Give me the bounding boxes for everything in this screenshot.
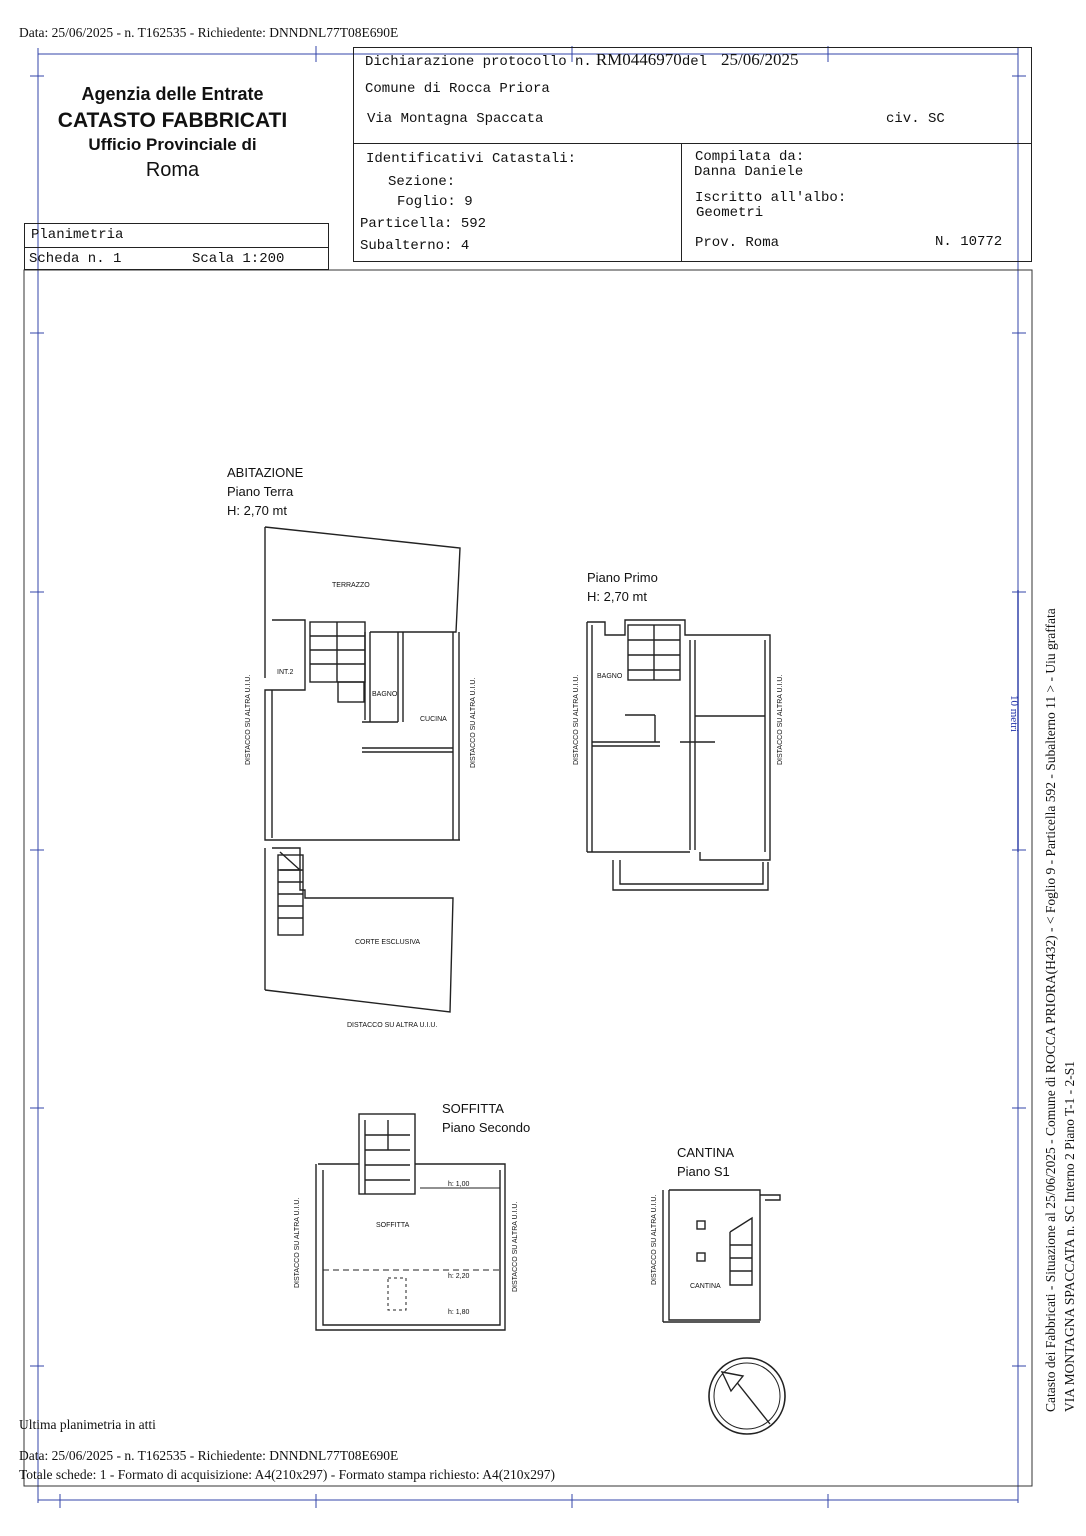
bagno-primo-label: BAGNO xyxy=(597,673,623,680)
side-caption-line1: Catasto dei Fabbricati - Situazione al 25/06/2025 - Comune di ROCCA PRIORA(H432) - < Foglio 9 - Particella 592 - Subalterno 11 > - Uiu graffata xyxy=(1043,608,1058,1412)
soffitta-title: SOFFITTA Piano Secondo xyxy=(442,1101,531,1135)
prov-label: Prov. Roma xyxy=(695,235,780,251)
subalterno-label: Subalterno: 4 xyxy=(360,238,470,254)
albo-label: Geometri xyxy=(696,205,764,221)
terrazzo-label: TERRAZZO xyxy=(332,582,370,589)
soffitta-h3: h: 1,80 xyxy=(448,1309,470,1316)
planimetria-label: Planimetria xyxy=(31,227,124,243)
distacco-primo-right: DISTACCO SU ALTRA U.I.U. xyxy=(777,674,784,765)
bagno-label: BAGNO xyxy=(372,691,398,698)
soffitta-room-label: SOFFITTA xyxy=(376,1222,410,1229)
distacco-bottom-label: DISTACCO SU ALTRA U.I.U. xyxy=(347,1022,438,1029)
abitazione-title: ABITAZIONE Piano Terra H: 2,70 mt xyxy=(227,465,304,518)
scale-marker: 10 metri xyxy=(1008,695,1020,732)
agency-name: Agenzia delle Entrate xyxy=(81,84,264,104)
identificativi-title: Identificativi Catastali: xyxy=(366,151,577,167)
side-caption-line2: VIA MONTAGNA SPACCATA n. SC Interno 2 Piano T-1 - 2-S1 xyxy=(1062,1060,1077,1412)
int2-label: INT.2 xyxy=(277,669,294,676)
catasto-title: CATASTO FABBRICATI xyxy=(57,109,288,132)
protocol-label: Dichiarazione protocollo n. xyxy=(365,54,592,70)
scheda-label: Scheda n. 1 xyxy=(29,251,122,267)
cantina-title: CANTINA Piano S1 xyxy=(677,1145,735,1179)
compilata-label: Compilata da: xyxy=(695,149,805,165)
soffitta-h1: h: 1,00 xyxy=(448,1181,470,1188)
distacco-cantina-label: DISTACCO SU ALTRA U.I.U. xyxy=(651,1194,658,1285)
side-caption xyxy=(1041,608,1079,1412)
header-note: Data: 25/06/2025 - n. T162535 - Richiedente: DNNDNL77T08E690E xyxy=(19,25,399,40)
corte-label: CORTE ESCLUSIVA xyxy=(355,939,421,946)
primo-title: Piano Primo H: 2,70 mt xyxy=(587,570,658,604)
ufficio-label: Ufficio Provinciale di xyxy=(88,135,257,154)
distacco-primo-left: DISTACCO SU ALTRA U.I.U. xyxy=(573,674,580,765)
comune-label: Comune di Rocca Priora xyxy=(365,81,550,97)
compilata-name: Danna Daniele xyxy=(694,164,804,180)
soffitta-h2: h: 2,20 xyxy=(448,1273,470,1280)
foglio-label: Foglio: 9 xyxy=(397,194,473,210)
cucina-label: CUCINA xyxy=(420,716,447,723)
ufficio-city: Roma xyxy=(145,159,200,181)
protocol-date: 25/06/2025 xyxy=(721,50,799,69)
footer-totale: Totale schede: 1 - Formato di acquisizione: A4(210x297) - Formato stampa richiesto: A4(210x297) xyxy=(19,1467,555,1482)
ultima-note: Ultima planimetria in atti xyxy=(19,1417,156,1432)
scala-label: Scala 1:200 xyxy=(192,251,285,267)
distacco-soffitta-right: DISTACCO SU ALTRA U.I.U. xyxy=(512,1201,519,1292)
distacco-soffitta-left: DISTACCO SU ALTRA U.I.U. xyxy=(294,1197,301,1288)
sezione-label: Sezione: xyxy=(388,174,456,190)
n-label: N. 10772 xyxy=(935,234,1003,250)
distacco-right-label: DISTACCO SU ALTRA U.I.U. xyxy=(470,677,477,768)
distacco-left-label: DISTACCO SU ALTRA U.I.U. xyxy=(245,674,252,765)
footer-data: Data: 25/06/2025 - n. T162535 - Richiedente: DNNDNL77T08E690E xyxy=(19,1448,399,1463)
iscritto-label: Iscritto all'albo: xyxy=(695,190,847,206)
protocol-del: del xyxy=(681,54,708,70)
particella-label: Particella: 592 xyxy=(360,216,487,232)
protocol-number: RM0446970 xyxy=(595,50,682,69)
civ-label: civ. SC xyxy=(886,111,945,127)
cantina-room-label: CANTINA xyxy=(690,1283,721,1290)
via-label: Via Montagna Spaccata xyxy=(367,111,544,127)
